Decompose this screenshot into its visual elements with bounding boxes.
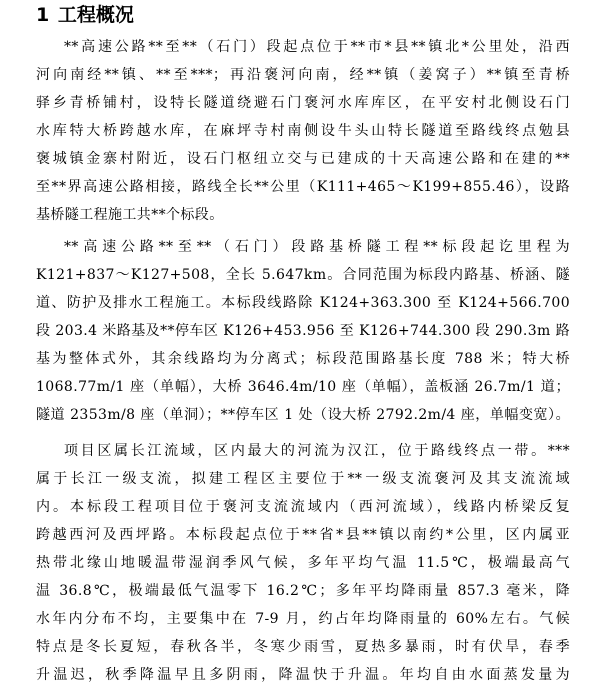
- section-number: 1: [36, 4, 50, 26]
- paragraph-1-line-6: 至**界高速公路相接，路线全长**公里（K111+465～K199+855.46），设路: [36, 179, 570, 195]
- paragraph-2-line-2: K121+837～K127+508，全长 5.647km。合同范围为标段内路基、桥涵、隧: [36, 267, 570, 283]
- section-title: 工程概况: [57, 4, 134, 26]
- section-heading: [36, 2, 134, 28]
- paragraph-2-line-7: 隧道 2353m/8 座（单洞）；**停车区 1 处（设大桥 2792.2m/4 座，单幅变宽）。: [36, 407, 570, 423]
- paragraph-3-line-5: 热带北缘山地暖温带湿润季风气候，多年平均气温 11.5℃，极端最高气: [36, 555, 570, 571]
- paragraph-2-line-4: 段 203.4 米路基及**停车区 K126+453.956 至 K126+744.300 段 290.3m 路: [36, 323, 570, 339]
- paragraph-3-line-2: 属于长江一级支流，拟建工程区主要位于**一级支流褒河及其支流流域: [36, 471, 570, 487]
- paragraph-3-line-3: 内。本标段工程项目位于褒河支流流域内（西河流域），线路内桥梁反复: [36, 499, 570, 515]
- paragraph-2-line-3: 道、防护及排水工程施工。本标段线路除 K124+363.300 至 K124+566.700: [36, 295, 570, 311]
- paragraph-2-line-6: 1068.77m/1 座（单幅），大桥 3646.4m/10 座（单幅），盖板涵 26.7m/1 道；: [36, 379, 570, 395]
- paragraph-1-line-3: 驿乡青桥铺村，设特长隧道绕避石门褒河水库库区，在平安村北侧设石门: [36, 95, 570, 111]
- paragraph-3-line-9: 升温迟，秋季降温早且多阴雨，降温快于升温。年均自由水面蒸发量为: [36, 667, 570, 683]
- paragraph-1-line-2: 河向南经**镇、**至***；再沿褒河向南，经**镇（姜窝子）**镇至青桥: [36, 67, 570, 83]
- paragraph-2-line-1: **高速公路**至**（石门）段路基桥隧工程**标段起讫里程为: [64, 239, 570, 255]
- paragraph-3-line-4: 跨越西河及西坪路。本标段起点位于**省*县**镇以南约*公里，区内属亚: [36, 527, 570, 543]
- paragraph-1-line-1: **高速公路**至**（石门）段起点位于**市*县**镇北*公里处，沿西: [64, 39, 570, 55]
- paragraph-3-line-8: 特点是冬长夏短，春秋各半，冬寒少雨雪，夏热多暴雨，时有伏旱，春季: [36, 639, 570, 655]
- paragraph-1-line-7: 基桥隧工程施工共**个标段。: [36, 207, 224, 223]
- paragraph-1-line-5: 褒城镇金寨村附近，设石门枢纽立交与已建成的十天高速公路和在建的**: [36, 151, 570, 167]
- paragraph-1-line-4: 水库特大桥跨越水库，在麻坪寺村南侧设牛头山特长隧道至路线终点勉县: [36, 123, 570, 139]
- paragraph-3-line-6: 温 36.8℃，极端最低气温零下 16.2℃；多年平均降雨量 857.3 毫米，降: [36, 583, 570, 599]
- paragraph-3-line-7: 水年内分布不均，主要集中在 7-9 月，约占年均降雨量的 60%左右。气候: [36, 611, 570, 627]
- paragraph-2-line-5: 基为整体式外，其余线路均为分离式；标段范围路基长度 788 米；特大桥: [36, 351, 570, 367]
- paragraph-3-line-1: 项目区属长江流域，区内最大的河流为汉江，位于路线终点一带。***: [64, 443, 570, 459]
